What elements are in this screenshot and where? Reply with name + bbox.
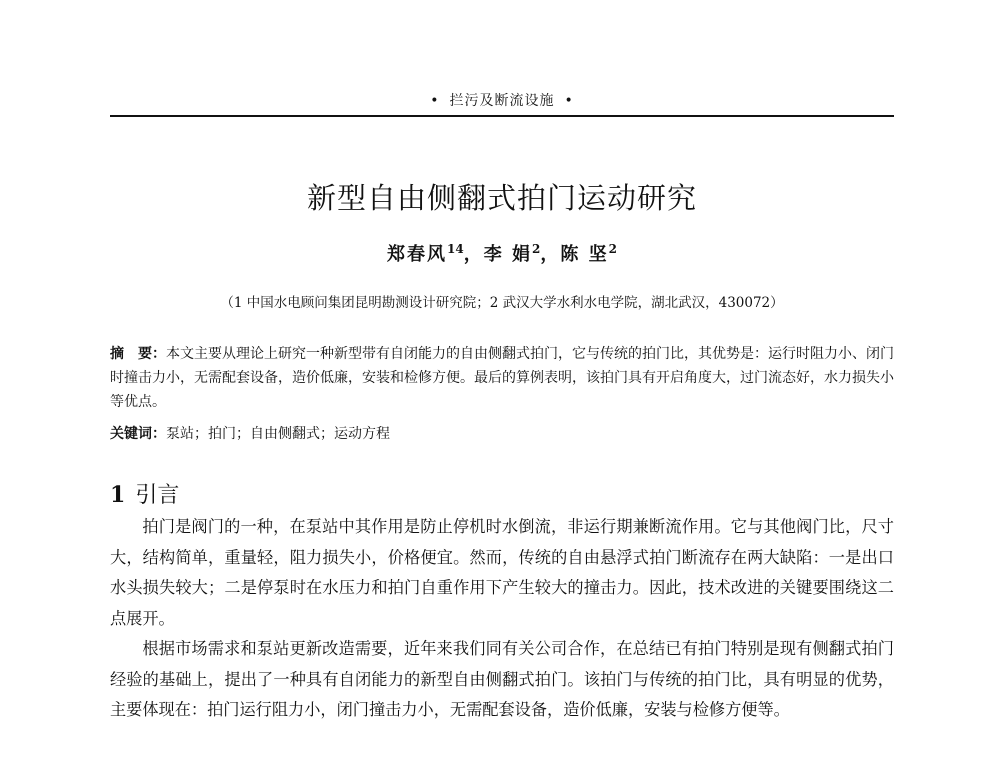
keywords xyxy=(110,422,894,446)
header-dot-left: • xyxy=(430,93,440,109)
author-separator: ， xyxy=(463,244,484,265)
header-rule xyxy=(110,115,894,117)
abstract-text: 本文主要从理论上研究一种新型带有自闭能力的自由侧翻式拍门，它与传统的拍门比，其优势是：运行时阻力小、闭门时撞击力小，无需配套设备，造价低廉，安装和检修方便。最后的算例表明，该拍门具有开启角度大，过门流态好，水力损失小等优点。 xyxy=(110,346,894,410)
section-title: 引言 xyxy=(135,483,180,508)
paragraph: 根据市场需求和泵站更新改造需要，近年来我们同有关公司合作，在总结已有拍门特别是现有侧翻式拍门经验的基础上，提出了一种具有自闭能力的新型自由侧翻式拍门。该拍门与传统的拍门比，具有明显的优势，主要体现在：拍门运行阻力小，闭门撞击力小，无需配套设备，造价低廉，安装与检修方便等。 xyxy=(110,639,894,719)
author-separator: ， xyxy=(540,244,561,265)
header-section-name: 拦污及断流设施 xyxy=(449,93,555,109)
author-affiliation-mark: 2 xyxy=(531,242,541,256)
abstract xyxy=(110,342,894,414)
author-list xyxy=(110,240,894,266)
author-name: 郑春风 xyxy=(387,244,447,265)
affiliation: （1 中国水电顾问集团昆明勘测设计研究院；2 武汉大学水利水电学院，湖北武汉，430072） xyxy=(220,295,784,311)
section-number: 1 xyxy=(110,482,126,508)
body-text xyxy=(110,512,894,726)
author-affiliation-mark: 2 xyxy=(608,242,617,256)
section-heading xyxy=(110,478,894,509)
running-header xyxy=(110,90,894,110)
keywords-label: 关键词： xyxy=(110,426,166,442)
keywords-text: 泵站；拍门；自由侧翻式；运动方程 xyxy=(166,426,390,442)
author-name: 陈 坚 xyxy=(560,244,609,265)
abstract-label: 摘 要： xyxy=(110,346,166,362)
paper-title: 新型自由侧翻式拍门运动研究 xyxy=(306,181,697,215)
header-dot-right: • xyxy=(564,93,574,109)
paragraph: 拍门是阀门的一种，在泵站中其作用是防止停机时水倒流，非运行期兼断流作用。它与其他阀门比，尺寸大，结构简单，重量轻，阻力损失小，价格便宜。然而，传统的自由悬浮式拍门断流存在两大缺陷：一是出口水头损失较大；二是停泵时在水压力和拍门自重作用下产生较大的撞击力。因此，技术改进的关键要围绕这二点展开。 xyxy=(110,517,894,628)
author-affiliation-mark: 14 xyxy=(447,242,464,256)
author-name: 李 娟 xyxy=(483,244,532,265)
